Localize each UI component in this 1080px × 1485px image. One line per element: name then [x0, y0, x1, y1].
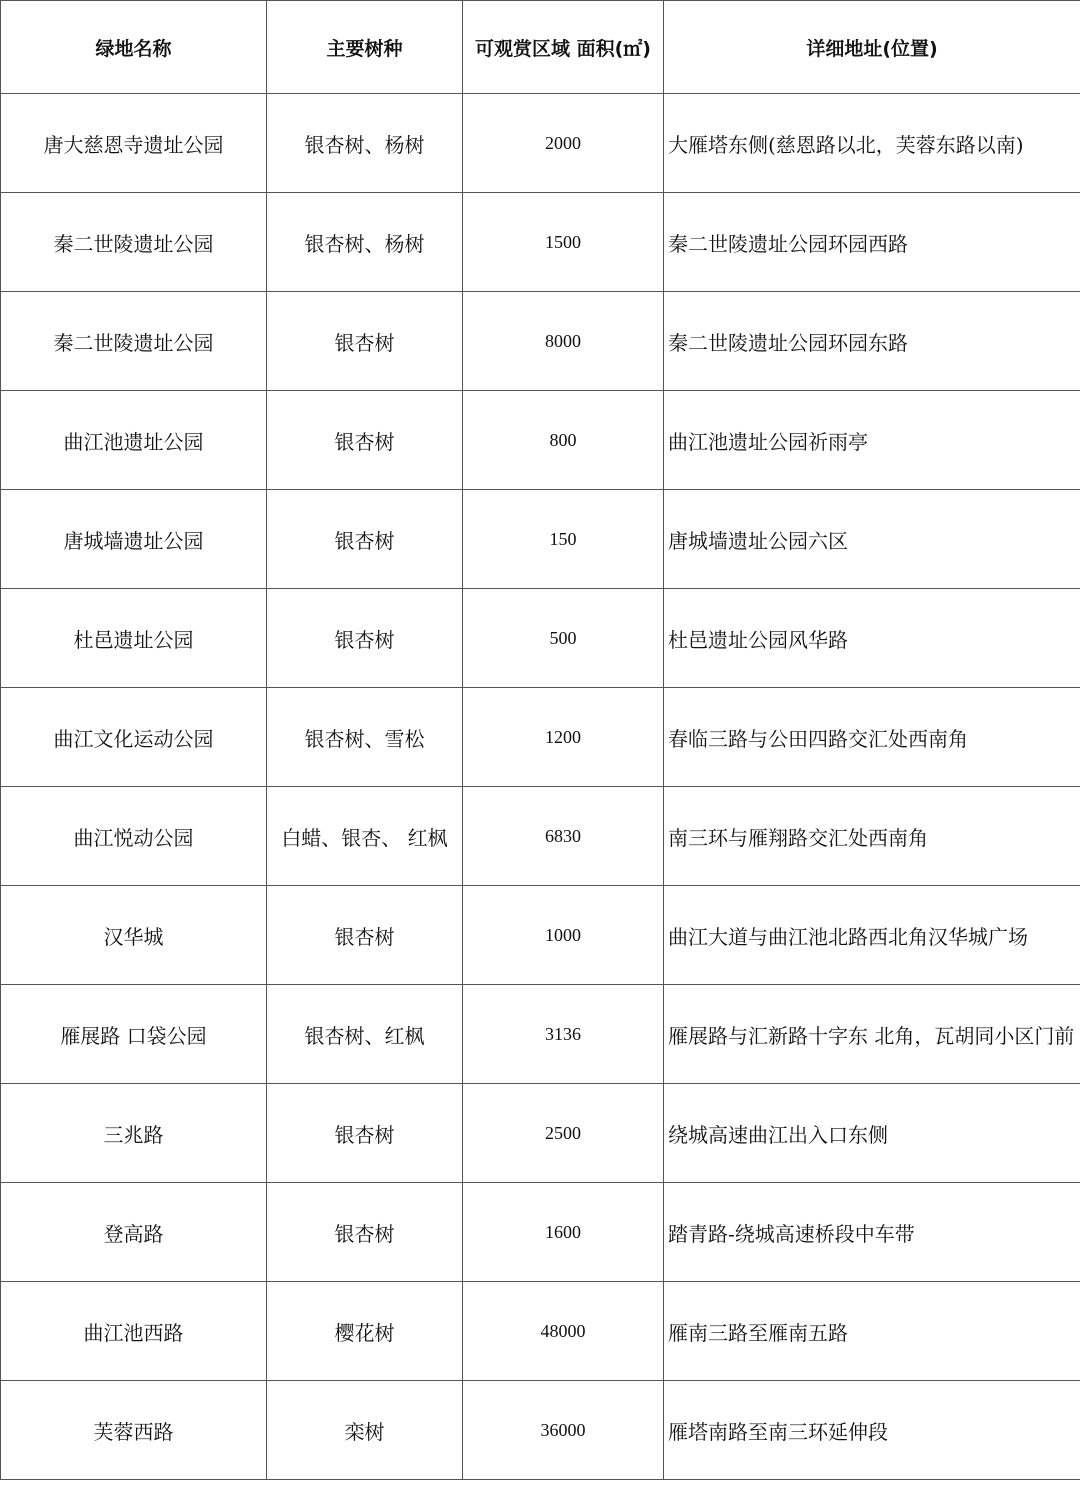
cell-green-space-name: 芙蓉西路	[1, 1381, 267, 1480]
table-row	[1, 787, 1080, 886]
cell-green-space-name: 登高路	[1, 1183, 267, 1282]
cell-area: 48000	[463, 1282, 664, 1381]
cell-address: 曲江池遗址公园祈雨亭	[664, 391, 1080, 490]
cell-tree-species: 银杏树、雪松	[267, 688, 463, 787]
cell-area: 8000	[463, 292, 664, 391]
cell-green-space-name: 唐大慈恩寺遗址公园	[1, 94, 267, 193]
cell-tree-species: 银杏树	[267, 1084, 463, 1183]
cell-green-space-name: 秦二世陵遗址公园	[1, 193, 267, 292]
cell-green-space-name: 汉华城	[1, 886, 267, 985]
cell-address: 绕城高速曲江出入口东侧	[664, 1084, 1080, 1183]
cell-green-space-name: 曲江池遗址公园	[1, 391, 267, 490]
cell-tree-species: 银杏树	[267, 589, 463, 688]
cell-tree-species: 白蜡、银杏、 红枫	[267, 787, 463, 886]
cell-green-space-name: 曲江文化运动公园	[1, 688, 267, 787]
cell-address: 雁塔南路至南三环延伸段	[664, 1381, 1080, 1480]
table-row	[1, 94, 1080, 193]
cell-tree-species: 银杏树	[267, 886, 463, 985]
cell-area: 2500	[463, 1084, 664, 1183]
cell-area: 1000	[463, 886, 664, 985]
cell-area: 3136	[463, 985, 664, 1084]
table-row	[1, 589, 1080, 688]
cell-tree-species: 银杏树	[267, 1183, 463, 1282]
header-green-space-name: 绿地名称	[1, 1, 267, 94]
cell-address: 南三环与雁翔路交汇处西南角	[664, 787, 1080, 886]
table-body	[1, 94, 1080, 1480]
table-row	[1, 391, 1080, 490]
table-row	[1, 1183, 1080, 1282]
cell-green-space-name: 秦二世陵遗址公园	[1, 292, 267, 391]
cell-tree-species: 银杏树、杨树	[267, 94, 463, 193]
header-viewing-area: 可观赏区域 面积(㎡)	[463, 1, 664, 94]
cell-area: 36000	[463, 1381, 664, 1480]
cell-green-space-name: 杜邑遗址公园	[1, 589, 267, 688]
cell-address: 杜邑遗址公园风华路	[664, 589, 1080, 688]
cell-green-space-name: 唐城墙遗址公园	[1, 490, 267, 589]
cell-address: 唐城墙遗址公园六区	[664, 490, 1080, 589]
cell-address: 秦二世陵遗址公园环园西路	[664, 193, 1080, 292]
cell-tree-species: 樱花树	[267, 1282, 463, 1381]
cell-area: 6830	[463, 787, 664, 886]
table-row	[1, 1282, 1080, 1381]
cell-area: 500	[463, 589, 664, 688]
cell-tree-species: 银杏树	[267, 490, 463, 589]
table-header-row	[1, 1, 1080, 94]
cell-address: 大雁塔东侧(慈恩路以北，芙蓉东路以南)	[664, 94, 1080, 193]
cell-tree-species: 银杏树、杨树	[267, 193, 463, 292]
cell-address: 踏青路-绕城高速桥段中车带	[664, 1183, 1080, 1282]
table-row	[1, 490, 1080, 589]
cell-address: 雁南三路至雁南五路	[664, 1282, 1080, 1381]
cell-area: 1200	[463, 688, 664, 787]
table-row	[1, 886, 1080, 985]
cell-tree-species: 栾树	[267, 1381, 463, 1480]
cell-area: 800	[463, 391, 664, 490]
table-row	[1, 1381, 1080, 1480]
header-address: 详细地址(位置)	[664, 1, 1080, 94]
cell-address: 雁展路与汇新路十字东 北角，瓦胡同小区门前	[664, 985, 1080, 1084]
table-row	[1, 688, 1080, 787]
cell-area: 150	[463, 490, 664, 589]
cell-area: 2000	[463, 94, 664, 193]
cell-address: 春临三路与公田四路交汇处西南角	[664, 688, 1080, 787]
cell-green-space-name: 曲江池西路	[1, 1282, 267, 1381]
header-main-tree-species: 主要树种	[267, 1, 463, 94]
cell-address: 秦二世陵遗址公园环园东路	[664, 292, 1080, 391]
cell-green-space-name: 三兆路	[1, 1084, 267, 1183]
cell-tree-species: 银杏树、红枫	[267, 985, 463, 1084]
table-row	[1, 292, 1080, 391]
cell-address: 曲江大道与曲江池北路西北角汉华城广场	[664, 886, 1080, 985]
cell-green-space-name: 雁展路 口袋公园	[1, 985, 267, 1084]
cell-area: 1600	[463, 1183, 664, 1282]
cell-tree-species: 银杏树	[267, 292, 463, 391]
cell-green-space-name: 曲江悦动公园	[1, 787, 267, 886]
table-row	[1, 1084, 1080, 1183]
cell-area: 1500	[463, 193, 664, 292]
cell-tree-species: 银杏树	[267, 391, 463, 490]
table-row	[1, 985, 1080, 1084]
table-row	[1, 193, 1080, 292]
